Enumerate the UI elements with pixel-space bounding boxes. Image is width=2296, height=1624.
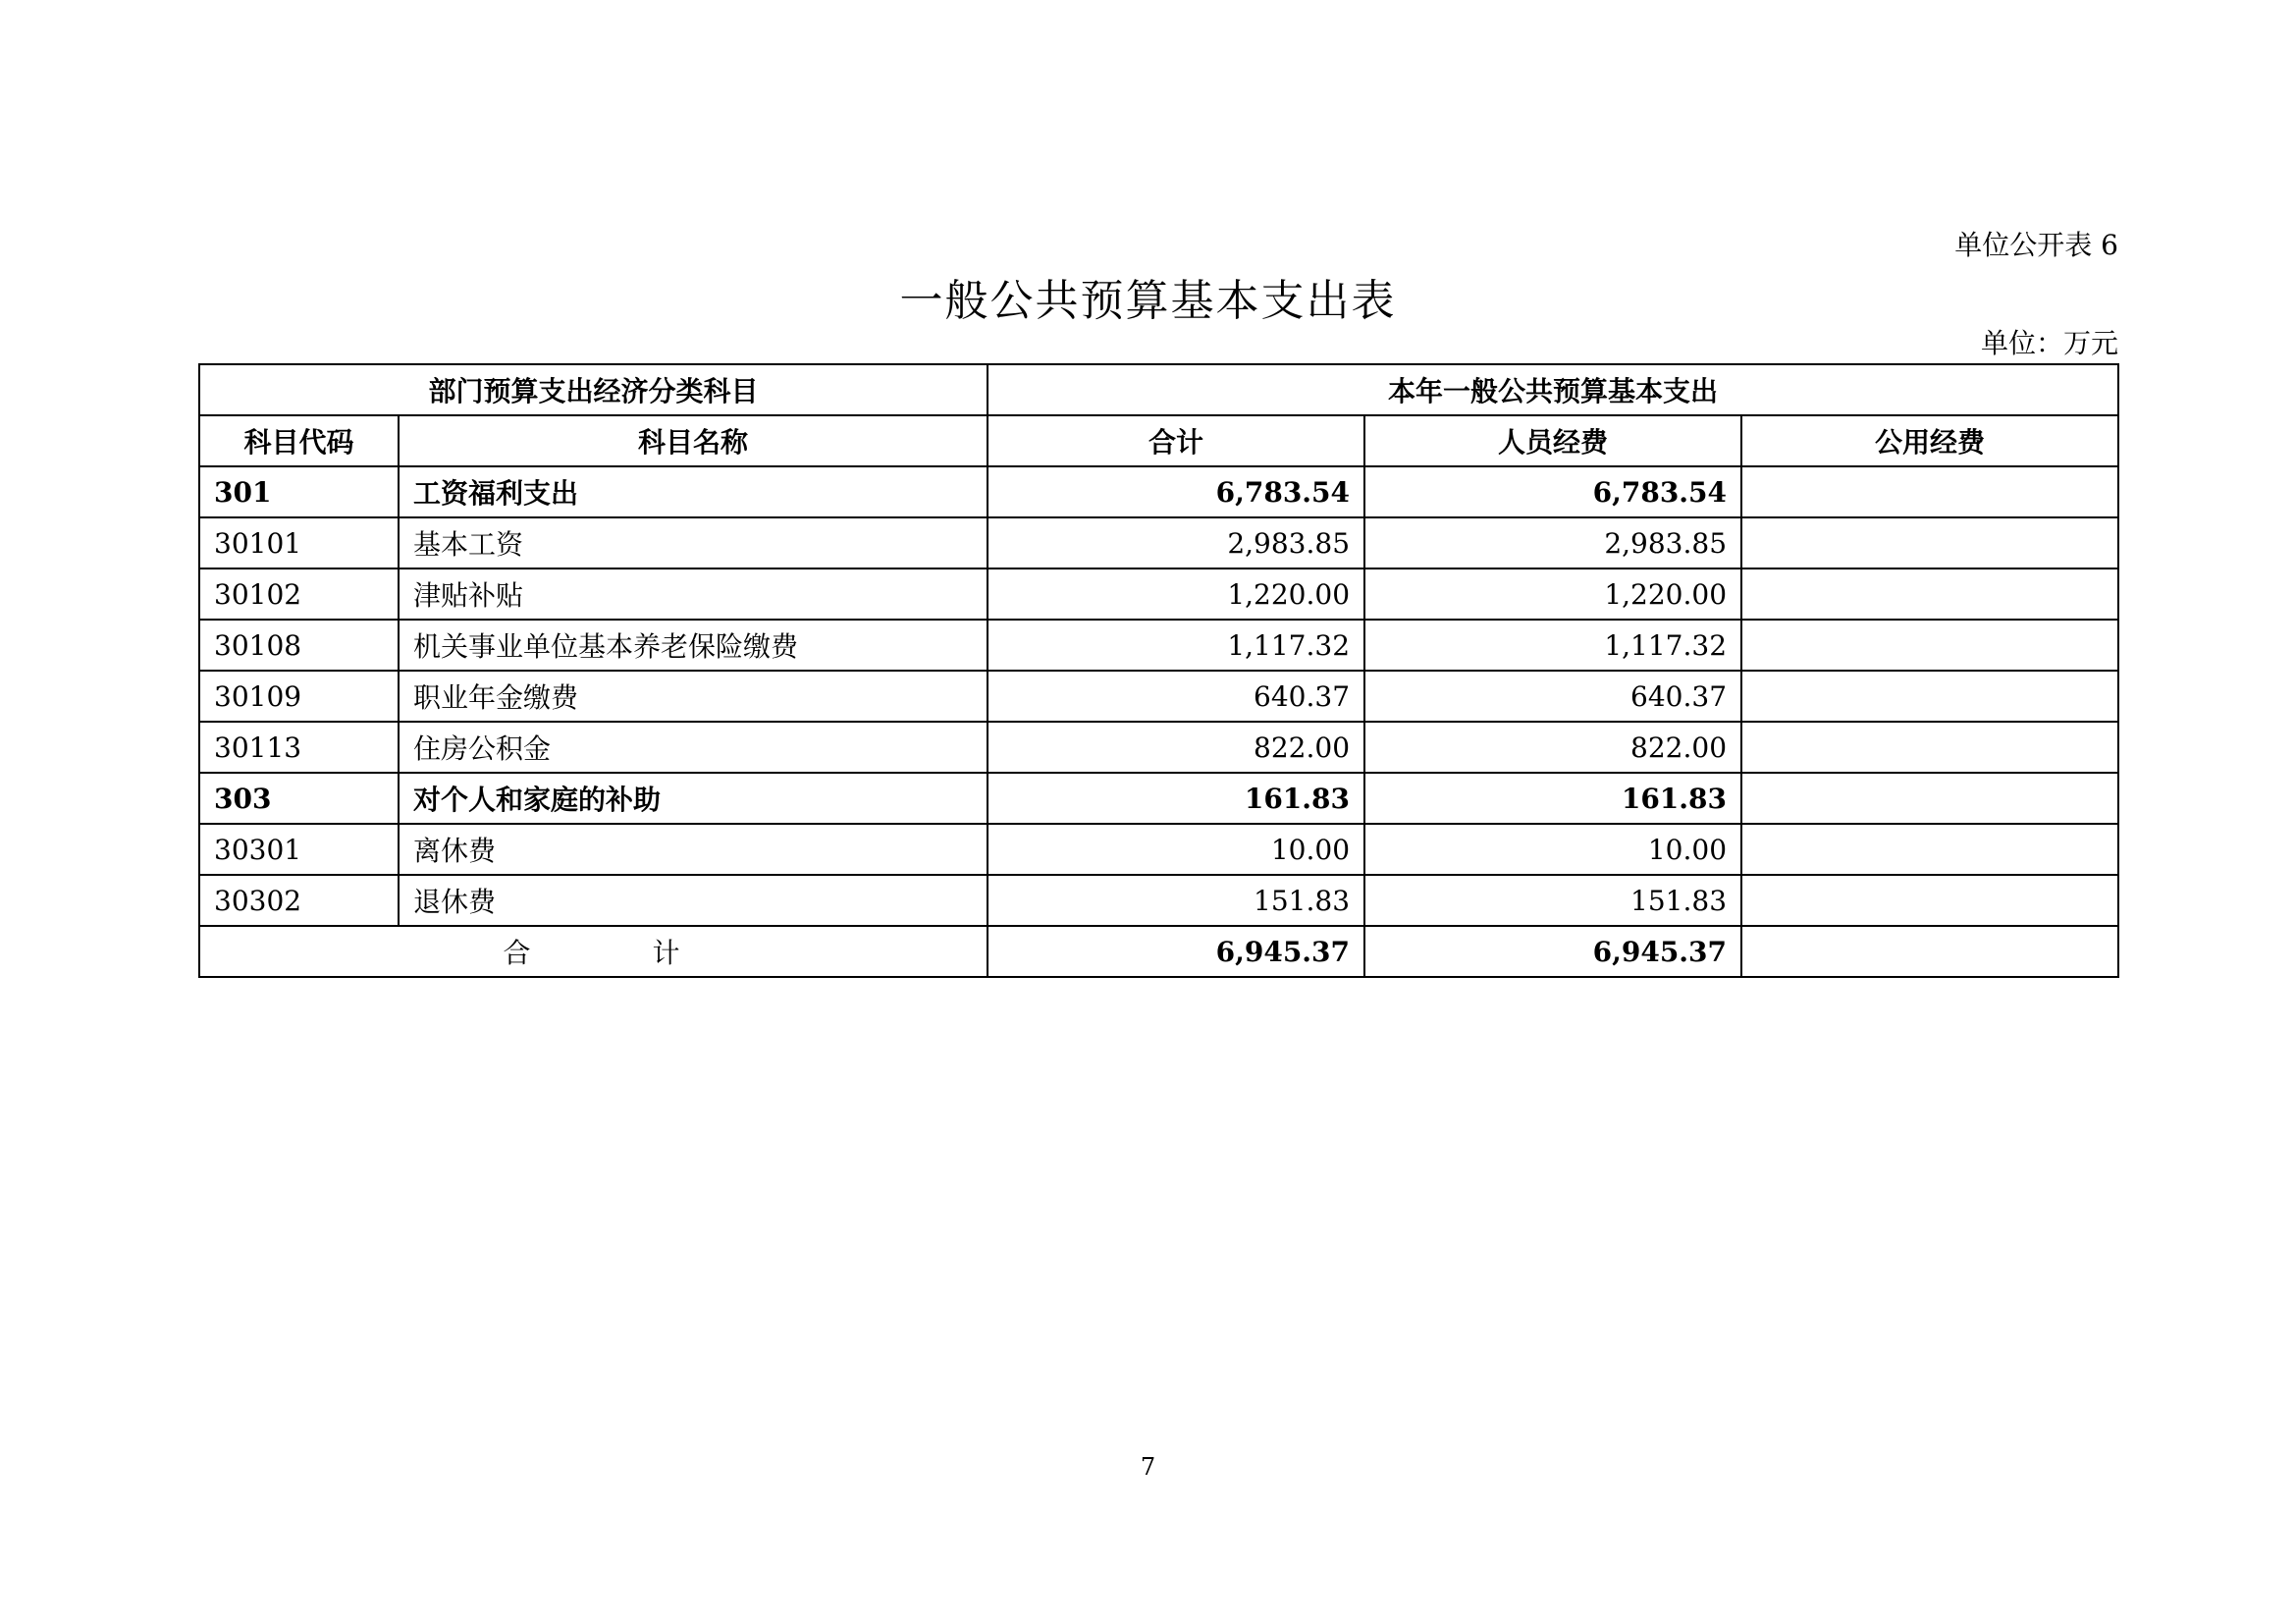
table-row [199,824,2118,875]
row-name: 职业年金缴费 [399,671,988,722]
total-label [199,926,988,977]
table-code: 单位公开表 6 [1954,229,2118,261]
column-header-code: 科目代码 [199,415,399,466]
row-public [1741,517,2118,568]
column-header-row [199,415,2118,466]
unit-label: 单位：万元 [1980,327,2118,359]
row-public [1741,875,2118,926]
row-total: 2,983.85 [988,517,1364,568]
page-title: 一般公共预算基本支出表 [899,276,1397,326]
row-code: 30108 [199,620,399,671]
table-row [199,517,2118,568]
row-personnel: 2,983.85 [1364,517,1741,568]
row-public [1741,620,2118,671]
row-personnel: 822.00 [1364,722,1741,773]
row-total: 6,783.54 [988,466,1364,517]
row-total: 1,220.00 [988,568,1364,620]
row-code: 301 [199,466,399,517]
row-public [1741,722,2118,773]
column-header-name: 科目名称 [399,415,988,466]
row-personnel: 640.37 [1364,671,1741,722]
row-total: 640.37 [988,671,1364,722]
table-row [199,671,2118,722]
row-name: 基本工资 [399,517,988,568]
row-personnel: 151.83 [1364,875,1741,926]
row-public [1741,466,2118,517]
page-number: 7 [1140,1453,1156,1481]
row-code: 30109 [199,671,399,722]
total-personnel: 6,945.37 [1364,926,1741,977]
column-header-public: 公用经费 [1741,415,2118,466]
row-public [1741,773,2118,824]
total-amount: 6,945.37 [988,926,1364,977]
row-name: 住房公积金 [399,722,988,773]
row-personnel: 1,117.32 [1364,620,1741,671]
group-header-basic-expenditure: 本年一般公共预算基本支出 [988,364,2118,415]
row-name: 退休费 [399,875,988,926]
table-row [199,568,2118,620]
total-label-right: 计 [652,937,684,969]
row-code: 30102 [199,568,399,620]
row-name: 津贴补贴 [399,568,988,620]
table-row [199,722,2118,773]
row-total: 822.00 [988,722,1364,773]
column-header-total: 合计 [988,415,1364,466]
row-code: 30301 [199,824,399,875]
group-header-row [199,364,2118,415]
row-personnel: 6,783.54 [1364,466,1741,517]
row-public [1741,671,2118,722]
row-total: 10.00 [988,824,1364,875]
row-code: 30101 [199,517,399,568]
row-total: 161.83 [988,773,1364,824]
row-code: 30113 [199,722,399,773]
row-public [1741,568,2118,620]
row-name: 对个人和家庭的补助 [399,773,988,824]
group-header-economic-classification: 部门预算支出经济分类科目 [199,364,988,415]
total-public [1741,926,2118,977]
table-row [199,773,2118,824]
row-personnel: 1,220.00 [1364,568,1741,620]
table-row [199,620,2118,671]
row-name: 工资福利支出 [399,466,988,517]
row-total: 151.83 [988,875,1364,926]
row-personnel: 161.83 [1364,773,1741,824]
total-row [199,926,2118,977]
row-name: 离休费 [399,824,988,875]
row-code: 303 [199,773,399,824]
table-row [199,875,2118,926]
row-public [1741,824,2118,875]
row-name: 机关事业单位基本养老保险缴费 [399,620,988,671]
table-row [199,466,2118,517]
budget-table [198,363,2119,978]
total-label-left: 合 [503,937,535,969]
row-total: 1,117.32 [988,620,1364,671]
column-header-personnel: 人员经费 [1364,415,1741,466]
row-personnel: 10.00 [1364,824,1741,875]
row-code: 30302 [199,875,399,926]
